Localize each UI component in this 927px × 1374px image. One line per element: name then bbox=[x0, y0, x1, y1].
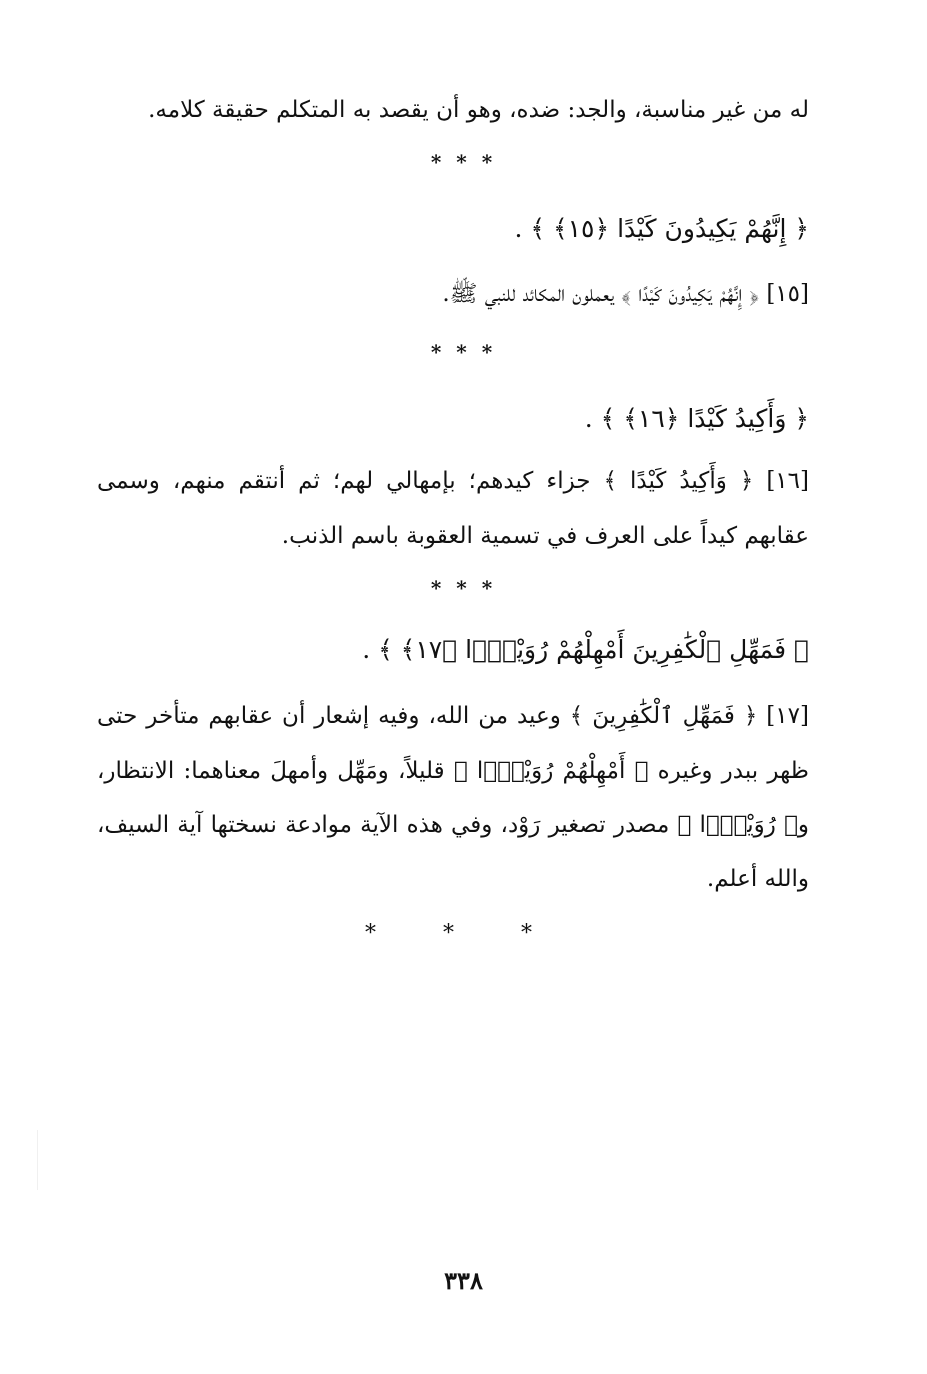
quran-verse-16: ﴿ وَأَكِيدُ كَيْدًا ﴿١٦﴾ ﴾ . bbox=[584, 404, 809, 433]
commentary-line-1: له من غير مناسبة، والجد: ضده، وهو أن يقصد به المتكلم حقيقة كلامه. bbox=[148, 97, 809, 123]
commentary-verse-16-line-2: عقابهم كيداً على العرف في تسمية العقوبة باسم الذنب. bbox=[281, 523, 809, 549]
commentary-verse-17-line-1: [١٧] ﴿ فَمَهِّلِ ٱلْكَٰفِرِينَ ﴾ وعيد من الله، وفيه إشعار أن عقابهم متأخر حتى bbox=[97, 703, 809, 729]
commentary-verse-17-line-4: والله أعلم. bbox=[706, 866, 809, 892]
page-number: ٣٣٨ bbox=[444, 1266, 483, 1295]
quran-verse-15: ﴿ إِنَّهُمْ يَكِيدُونَ كَيْدًا ﴿١٥﴾ ﴾ . bbox=[514, 214, 809, 243]
commentary-verse-17-line-2: ظهر ببدر وغيره ﴿ أَمْهِلْهُمْ رُوَيْدًۢا ﴾ قليلاً، ومَهِّل وأمهلَ معناهما: الانتظار، bbox=[97, 758, 809, 784]
section-separator-2: * * * bbox=[430, 340, 497, 364]
quran-verse-17: ﴿ فَمَهِّلِ ٱلْكَٰفِرِينَ أَمْهِلْهُمْ رُوَيْدًۢا ﴿١٧﴾ ﴾ . bbox=[362, 635, 809, 664]
commentary-verse-17-line-3: و﴿ رُوَيْدًۢا ﴾ مصدر تصغير رَوْد، وفي هذه الآية موادعة نسختها آية السيف، bbox=[97, 812, 809, 838]
closing-separator: * * * bbox=[365, 921, 562, 946]
section-separator-3: * * * bbox=[430, 576, 497, 600]
commentary-verse-16-line-1: [١٦] ﴿ وَأَكِيدُ كَيْدًا ﴾ جزاء كيدهم؛ بإمهالي لهم؛ ثم أنتقم منهم، وسمى bbox=[97, 468, 809, 494]
commentary-verse-15: [١٥] ﴿ إِنَّهُمْ يَكِيدُونَ كَيْدًا ﴾ يعملون المكائد للنبي ﷺ. bbox=[442, 281, 809, 307]
section-separator-1: * * * bbox=[430, 150, 497, 174]
page-margin-mark bbox=[37, 1130, 38, 1190]
